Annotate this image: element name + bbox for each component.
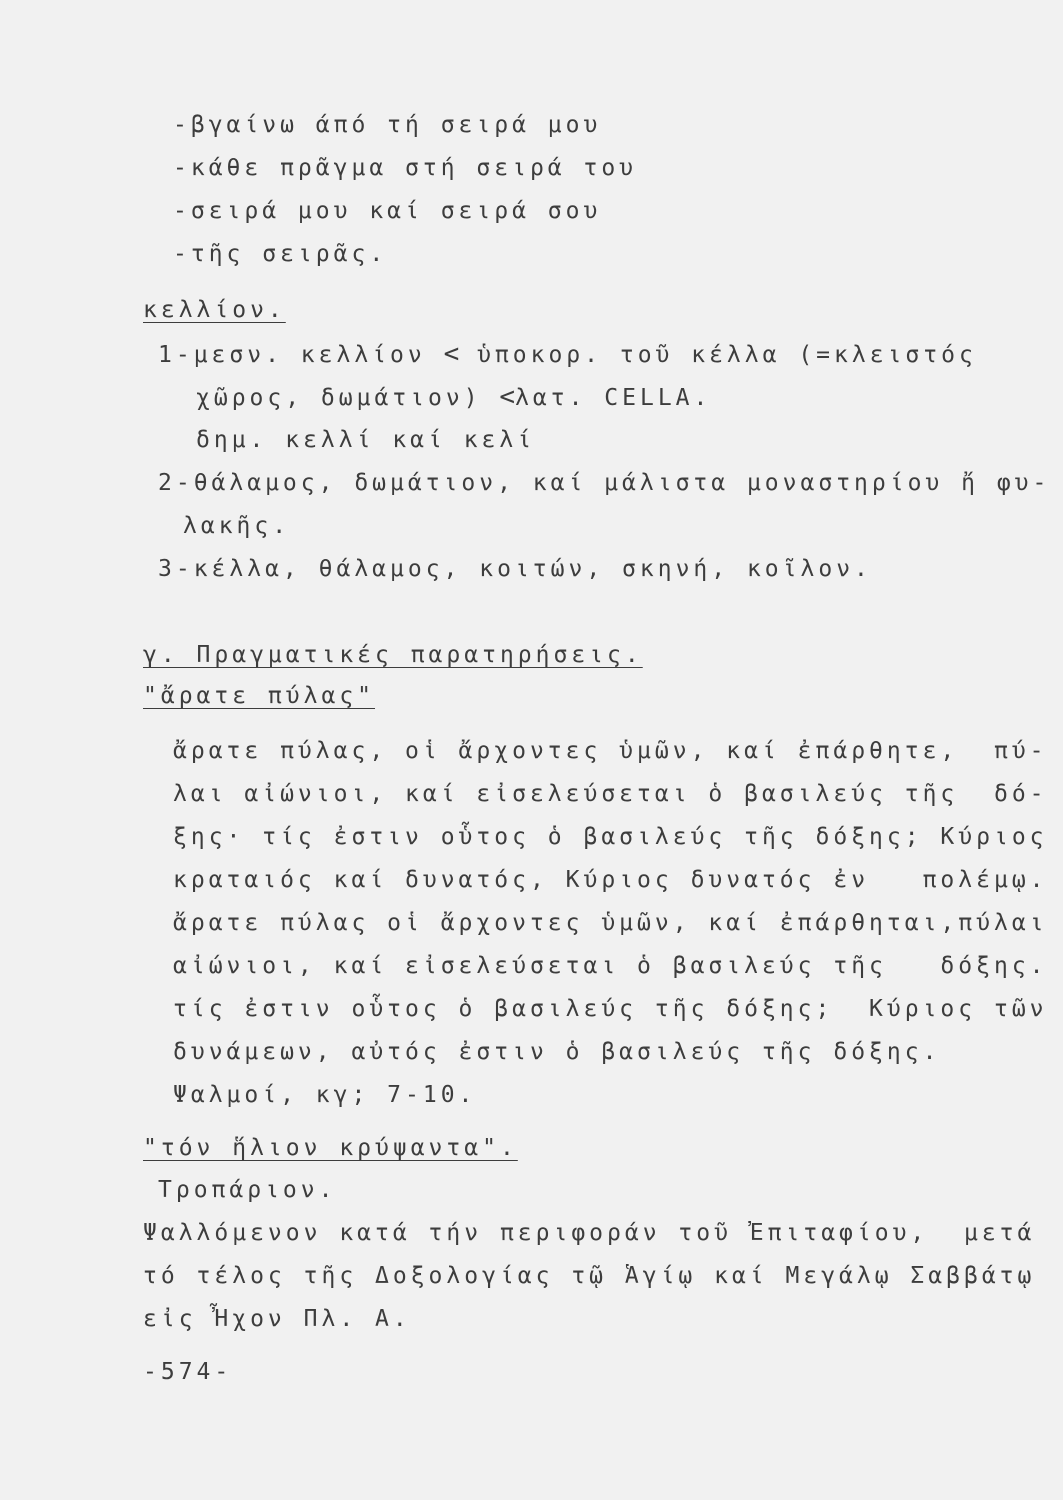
kellion-line-1-end: ὑποκορ. τοῦ κέλλα (=κλειστός — [459, 342, 977, 368]
quote-line-4: κραταιός καί δυνατός, Κύριος δυνατός ἐν πολέμῳ. — [173, 867, 1048, 893]
quote-line-1: ἄρατε πύλας, οἱ ἄρχοντες ὑμῶν, καί ἐπάρθητε, πύ- — [173, 738, 1048, 764]
kellion-line-5: λακῆς. — [183, 513, 291, 539]
intro-line-3: -σειρά μου καί σειρά σου — [173, 198, 602, 224]
quote-citation: Ψαλμοί, κγ; 7-10. — [173, 1082, 477, 1108]
helion-heading: "τόν ἥλιον κρύψαντα". — [143, 1135, 518, 1161]
angle-arrow-icon: < — [443, 339, 460, 369]
kellion-heading: κελλίον. — [143, 297, 286, 323]
page-number: -574- — [143, 1359, 233, 1385]
section-c-heading: γ. Πραγματικές παρατηρήσεις. — [143, 642, 643, 668]
intro-line-2: -κάθε πρᾶγμα στή σειρά του — [173, 155, 638, 181]
quote-line-6: αἰώνιοι, καί εἰσελεύσεται ὁ βασιλεύς τῆς δόξης. — [173, 953, 1048, 979]
kellion-line-2 — [196, 382, 711, 413]
kellion-line-1-start: 1-μεσν. κελλίον — [158, 342, 444, 368]
kellion-line-4: 2-θάλαμος, δωμάτιον, καί μάλιστα μοναστηρίου ἤ φυ- — [158, 470, 1051, 496]
quote-line-5: ἄρατε πύλας οἱ ἄρχοντες ὑμῶν, καί ἐπάρθηται,πύλαι — [173, 910, 1048, 936]
kellion-line-2-start: χῶρος, δωμάτιον) — [196, 385, 500, 411]
helion-line-2: Ψαλλόμενον κατά τήν περιφοράν τοῦ Ἐπιταφίου, μετά — [143, 1220, 1036, 1246]
kellion-line-1 — [158, 339, 977, 370]
intro-line-4: -τῆς σειρᾶς. — [173, 241, 388, 267]
helion-line-4: εἰς Ἦχον Πλ. Α. — [143, 1306, 411, 1332]
kellion-line-6: 3-κέλλα, θάλαμος, κοιτών, σκηνή, κοῖλον. — [158, 556, 872, 582]
helion-line-3: τό τέλος τῆς Δοξολογίας τῷ Ἁγίῳ καί Μεγάλῳ Σαββάτῳ — [143, 1263, 1036, 1289]
section-c-subheading: "ἄρατε πύλας" — [143, 683, 376, 709]
quote-line-2: λαι αἰώνιοι, καί εἰσελεύσεται ὁ βασιλεύς τῆς δό- — [173, 781, 1048, 807]
quote-line-8: δυνάμεων, αὐτός ἐστιν ὁ βασιλεύς τῆς δόξης. — [173, 1039, 941, 1065]
quote-line-3: ξης· τίς ἐστιν οὗτος ὁ βασιλεύς τῆς δόξης; Κύριος — [173, 824, 1048, 850]
helion-line-1: Τροπάριον. — [158, 1177, 337, 1203]
angle-arrow-icon: < — [499, 382, 516, 412]
kellion-line-3: δημ. κελλί καί κελί — [196, 427, 536, 453]
intro-line-1: -βγαίνω άπό τή σειρά μου — [173, 112, 602, 138]
quote-line-7: τίς ἐστιν οὗτος ὁ βασιλεύς τῆς δόξης; Κύριος τῶν — [173, 996, 1048, 1022]
kellion-line-2-end: λατ. CELLA. — [515, 385, 712, 411]
